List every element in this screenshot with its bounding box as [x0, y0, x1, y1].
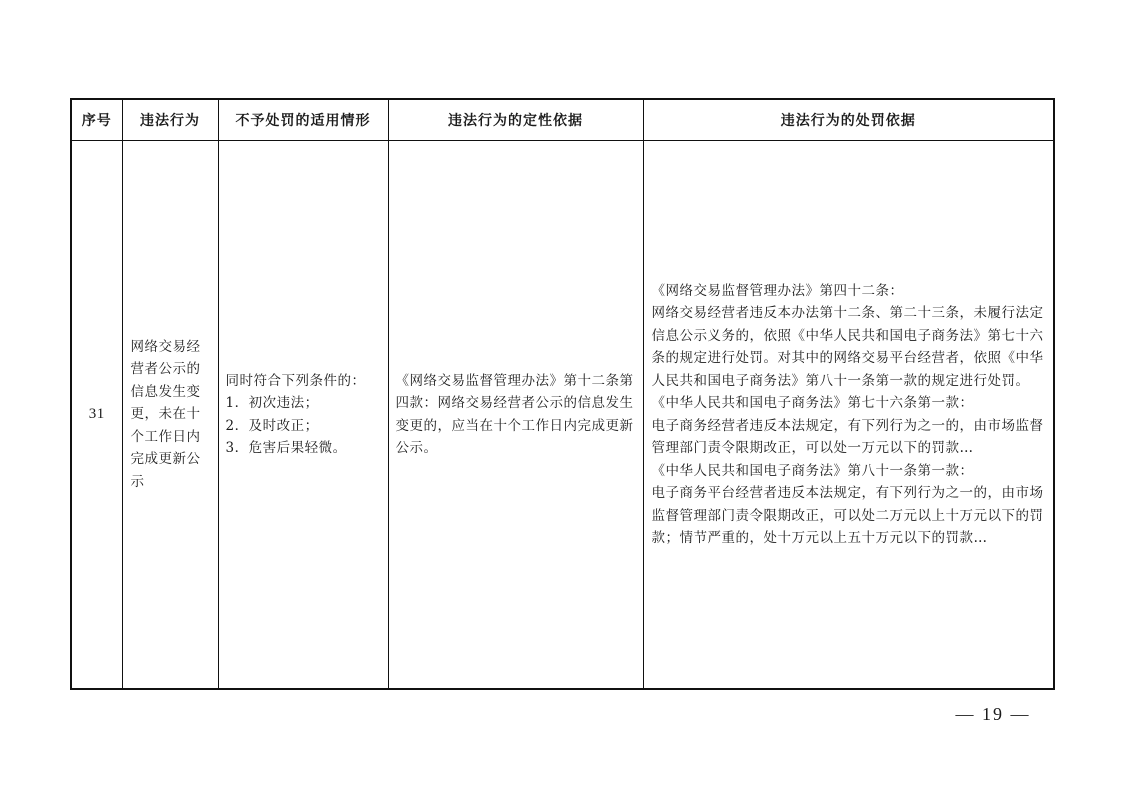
- table-row: [71, 141, 1054, 690]
- penalty-citation: 《中华人民共和国电子商务法》第七十六条第一款：: [651, 395, 974, 411]
- header-basis: 违法行为的定性依据: [388, 99, 643, 141]
- header-behavior: 违法行为: [122, 99, 218, 141]
- penalty-paragraph: 电子商务经营者违反本法规定，有下列行为之一的，由市场监督管理部门责令限期改正，可以处一万元以下的罚款…: [651, 417, 1044, 456]
- regulation-table: [70, 98, 1055, 690]
- basis-cell: [388, 141, 643, 690]
- header-penalty: 违法行为的处罚依据: [643, 99, 1054, 141]
- penalty-cell: [643, 141, 1054, 690]
- exemption-item: 1．初次违法；: [225, 395, 319, 411]
- header-exemption: 不予处罚的适用情形: [218, 99, 388, 141]
- penalty-paragraph: 电子商务平台经营者违反本法规定，有下列行为之一的，由市场监督管理部门责令限期改正，可以处二万元以上十万元以下的罚款；情节严重的，处十万元以上五十万元以下的罚款…: [651, 485, 1044, 546]
- page-number: — 19 —: [955, 704, 1031, 724]
- behavior-cell: [122, 141, 218, 690]
- penalty-citation: 《网络交易监督管理办法》第四十二条：: [651, 282, 904, 299]
- row-number: 31: [71, 141, 122, 690]
- exemption-item: 3．危害后果轻微。: [225, 440, 347, 456]
- penalty-citation: 《中华人民共和国电子商务法》第八十一条第一款：: [651, 462, 974, 479]
- exemption-item: 2．及时改正；: [225, 417, 319, 434]
- behavior-text: 网络交易经营者公示的信息发生变更，未在十个工作日内完成更新公示: [130, 338, 201, 490]
- penalty-paragraph: 网络交易经营者违反本办法第十二条、第二十三条，未履行法定信息公示义务的，依照《中华人民共和国电子商务法》第七十六条的规定进行处罚。对其中的网络交易平台经营者，依照《中华人民共和国电子商务法》第八十一条第一款的规定进行处罚。: [651, 305, 1044, 389]
- table-header-row: [71, 99, 1054, 141]
- basis-text: 《网络交易监督管理办法》第十二条第四款：网络交易经营者公示的信息发生变更的，应当在十个工作日内完成更新公示。: [395, 372, 634, 456]
- exemption-cell: [218, 141, 388, 690]
- exemption-intro: 同时符合下列条件的：: [225, 372, 366, 389]
- header-no: 序号: [71, 99, 122, 141]
